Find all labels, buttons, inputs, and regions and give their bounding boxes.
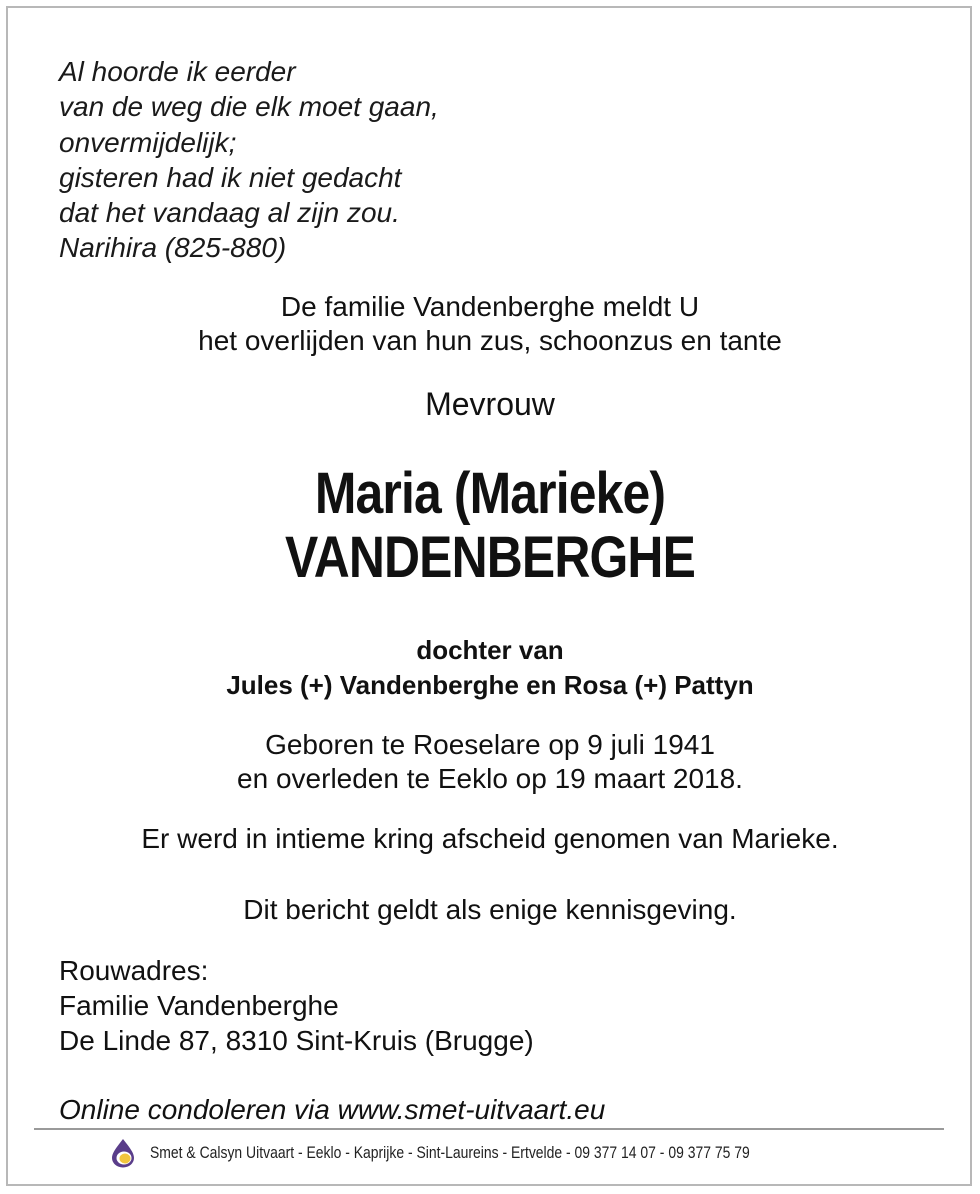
announcement-line-2: het overlijden van hun zus, schoonzus en tante xyxy=(198,325,782,356)
poem-line: dat het vandaag al zijn zou. xyxy=(59,197,400,229)
mourning-address xyxy=(59,953,534,1058)
address-name: Familie Vandenberghe xyxy=(59,990,339,1021)
salutation: Mevrouw xyxy=(425,386,555,422)
death-line: en overleden te Eeklo op 19 maart 2018. xyxy=(237,763,743,794)
poem-line: onvermijdelijk; xyxy=(59,126,237,158)
poem-line: Al hoorde ik eerder xyxy=(59,56,296,87)
announcement xyxy=(0,290,980,358)
poem-author: Narihira (825-880) xyxy=(59,232,287,264)
footer xyxy=(0,1138,980,1168)
drop-logo-icon xyxy=(110,1138,136,1168)
deceased-last-name: VANDENBERGHE xyxy=(284,525,696,590)
footer-text: Smet & Calsyn Uitvaart - Eeklo - Kaprijke - Sint-Laureins - Ertvelde - 09 377 14 07 - 09 377 75 79 xyxy=(150,1143,750,1162)
parents xyxy=(0,633,980,703)
farewell-text: Er werd in intieme kring afscheid genomen van Marieke. xyxy=(141,823,839,854)
poem-line: van de weg die elk moet gaan, xyxy=(59,91,439,123)
deceased-name xyxy=(69,462,912,590)
deceased-first-name: Maria (Marieke) xyxy=(314,461,666,526)
online-condolence: Online condoleren via www.smet-uitvaart.eu xyxy=(59,1094,606,1125)
life-dates xyxy=(0,728,980,796)
parents-intro: dochter van xyxy=(416,635,564,665)
footer-divider xyxy=(34,1128,944,1130)
poem xyxy=(59,54,439,266)
address-street: De Linde 87, 8310 Sint-Kruis (Brugge) xyxy=(59,1025,534,1056)
birth-line: Geboren te Roeselare op 9 juli 1941 xyxy=(265,729,715,760)
parents-names: Jules (+) Vandenberghe en Rosa (+) Pattyn xyxy=(226,670,754,700)
poem-line: gisteren had ik niet gedacht xyxy=(59,161,402,193)
address-label: Rouwadres: xyxy=(59,955,209,986)
notice-text: Dit bericht geldt als enige kennisgeving. xyxy=(243,894,737,925)
announcement-line-1: De familie Vandenberghe meldt U xyxy=(280,291,700,322)
